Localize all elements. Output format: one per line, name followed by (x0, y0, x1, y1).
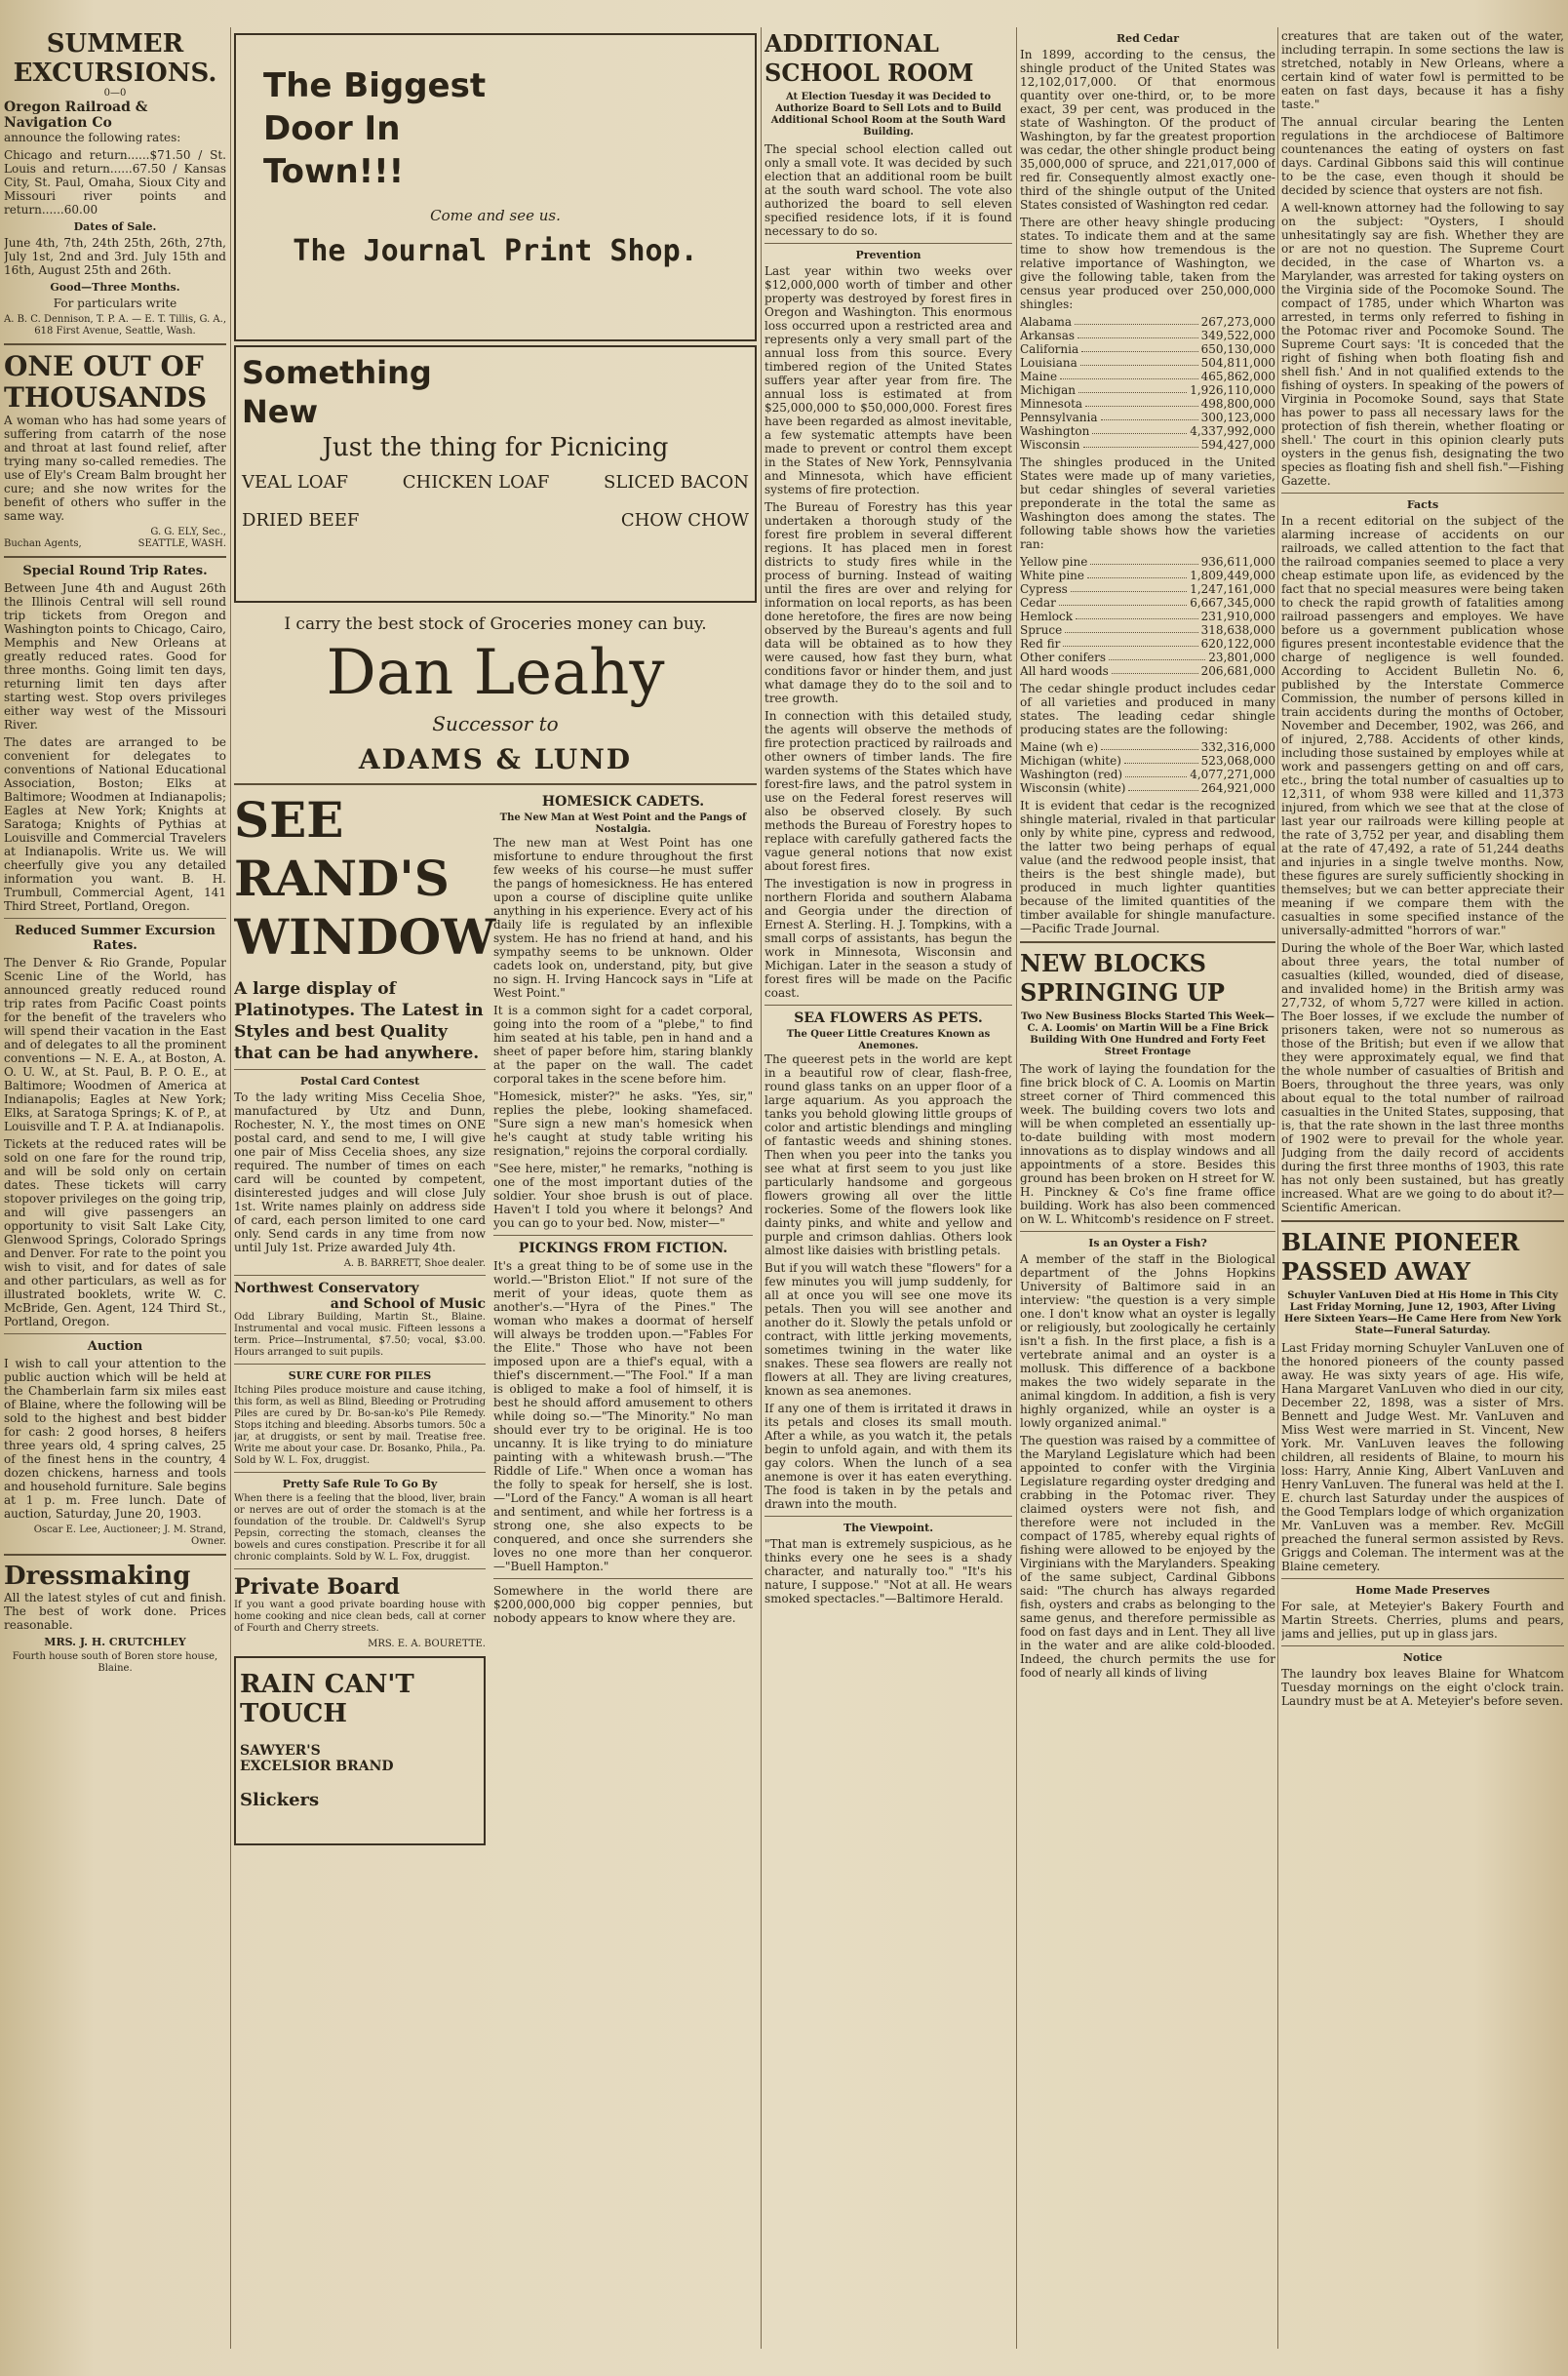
see-rands: SEE RAND'S WINDOW (234, 791, 496, 966)
leader-dots (1071, 582, 1187, 592)
table-cell-name: California (1020, 342, 1079, 356)
column-rule (1016, 27, 1017, 2349)
excursions-title: SUMMER EXCURSIONS. (13, 29, 217, 88)
homesick-text3: "Homesick, mister?" he asks. "Yes, sir," replies the plebe, looking shamefaced. "Sure sign a new man's homesick when he's caught at study table writing his resignation," rejoins the corporal cordially. (493, 1089, 753, 1158)
table-cell-value: 6,667,345,000 (1190, 596, 1275, 610)
conservatory-sub: and School of Music (330, 1296, 486, 1312)
sea-text3: If any one of them is irritated it draws in its petals and closes its small mouth. After a while, as you watch it, the petals begin to unfold again, and with them its gay colors. When the lunch of a sea anemone is over it has eaten everything. The food is taken in by the petals and drawn into the mouth. (764, 1402, 1012, 1511)
variety-table (1020, 555, 1275, 678)
table-cell-value: 300,123,000 (1200, 411, 1275, 424)
auction-title: Auction (87, 1339, 143, 1354)
good-three: Good—Three Months. (50, 281, 180, 294)
dress-text: All the latest styles of cut and finish. The best of work done. Prices reasonable. (4, 1591, 226, 1632)
piles-title: SURE CURE FOR PILES (288, 1369, 432, 1382)
table-row (1020, 740, 1275, 754)
column-rule (230, 27, 231, 2349)
cedar-title: Red Cedar (1116, 32, 1180, 45)
states-table (1020, 315, 1275, 452)
leader-dots (1081, 342, 1198, 352)
table-cell-name: Pennsylvania (1020, 411, 1098, 424)
table-cell-name: All hard woods (1020, 664, 1109, 678)
column-4 (1020, 29, 1275, 2347)
table-cell-value: 594,427,000 (1200, 438, 1275, 452)
sea-sub: The Queer Little Creatures Known as Anemones. (786, 1029, 991, 1051)
leader-dots (1085, 397, 1198, 407)
cedar-text: In 1899, according to the census, the shingle product of the United States was 12,102,017,000. Of that enormous quantity over one-third, or, to be more exact, 39 per cent, was produced in the state of Washington. Of the product of Washington, by far the greatest proportion was cedar, the other shingle product being 35,000,000 of spruce, and 221,017,000 of red fir. Consequently almost exactly one-third of the shingle output of the United States consisted of Washington red cedar. (1020, 48, 1275, 212)
postal-text: To the lady writing Miss Cecelia Shoe, manufactured by Utz and Dunn, Rochester, N. Y., the most times on ONE postal card, and send to me, I will give one pair of Miss Cecelia shoes, any size required. The number of times on each card will be counted by competent, disinterested judges and will close July 1st. Write names plainly on address side of card, each person limited to one card only. Send cards in any time from now until July 1st. Prize awarded July 4th. (234, 1090, 486, 1254)
prevention-text3: In connection with this detailed study, the agents will observe the methods of fire protection practiced by railroads and other owners of timber lands. The fire warden systems of the States which have forest-fire laws, and the patrol system in use on the Federal forest reserves will also be observed closely. By such methods the Bureau of Forestry hopes to replace with carefully gathered facts the vague general notions that now exist about forest fires. (764, 709, 1012, 873)
table-cell-name: Yellow pine (1020, 555, 1088, 569)
leader-dots (1060, 370, 1198, 379)
table-cell-name: Hemlock (1020, 610, 1073, 623)
table-row (1020, 664, 1275, 678)
oyster-title: Is an Oyster a Fish? (1088, 1237, 1207, 1249)
table-cell-value: 349,522,000 (1200, 329, 1275, 342)
viewpoint-title: The Viewpoint. (843, 1522, 934, 1534)
sea-title: SEA FLOWERS AS PETS. (794, 1010, 983, 1026)
table-cell-name: Michigan (white) (1020, 754, 1121, 768)
table-cell-name: Maine (wh e) (1020, 740, 1099, 754)
special-text2: The dates are arranged to be convenient for delegates to conventions of National Educational Association, Boston; Elks at Baltimore; Woodmen at Indianapolis; Eagles at New York; Knights at Saratoga; Knights of Pythias at Louisville and Commercial Travelers at Indianapolis. Write us. We will cheerfully give you any detailed information you want. B. H. Trumbull, Commercial Agent, 141 Third Street, Portland, Oregon. (4, 735, 226, 913)
homesick-sub: The New Man at West Point and the Pangs of Nostalgia. (499, 812, 747, 835)
facts-title: Facts (1406, 498, 1439, 511)
table-cell-value: 231,910,000 (1200, 610, 1275, 623)
reduced-text: The Denver & Rio Grande, Popular Scenic Line of the World, has announced greatly reduced round trip rates from Pacific Coast points for the benefit of the travelers who will spend their vacation in the East and of delegates to all the prominent conventions — N. E. A., at Boston, A. O. U. W., at St. Paul, B. P. O. E., at Baltimore; Woodmen of America at Indianapolis; Eagles at New York; Elks, at Saratoga Springs; K. of P., at Louisville and T. P. A. at Indianapolis. (4, 956, 226, 1133)
table-cell-value: 523,068,000 (1200, 754, 1275, 768)
dates-text: June 4th, 7th, 24th 25th, 26th, 27th, July 1st, 2nd and 3rd. July 15th and 16th, August 25th and 26th. (4, 236, 226, 277)
table-cell-name: Wisconsin (white) (1020, 781, 1126, 795)
leader-dots (1101, 411, 1198, 420)
table-row (1020, 383, 1275, 397)
table-row (1020, 768, 1275, 781)
facts-text: In a recent editorial on the subject of the alarming increase of accidents on our railroads, we called attention to the fact that the railroad companies seemed to place a very cheap estimate upon life, as evidenced by the fact that no special measures were being taken to check the rapid growth of fatalities among railroad passengers and employes. We have before us a government publication whose figures present incontestable evidence that the charge of negligence is well founded. According to Accident Bulletin No. 6, published by the Interstate Commerce Commission, the number of persons killed in train accidents during the months of October, November and December, 1902, was 266, and of injured, 2,788. Accidents of other kinds, including those sustained by employes while at work and passengers getting on and off cars, etc., bring the total number of casualties up to 12,311, of whom 938 were killed and 11,373 injured, from which we see that at the close of last year our railroads were killing people at the rate of 3,752 per year, and disabling them at the rate of 47,492, a rate of 51,244 deaths and injuries in a single twelve months. Now, these figures are surely sufficiently shocking in themselves; but we can better appreciate their meaning if we compare them with the casualties in some specified instance of the universally-admitted "horrors of war." (1281, 514, 1564, 937)
picnic-item-bacon: SLICED BACON (604, 472, 749, 493)
table-row (1020, 315, 1275, 329)
one-out-sig1: G. G. ELY, Sec., (150, 527, 226, 537)
leader-dots (1087, 569, 1187, 578)
table-cell-value: 332,316,000 (1200, 740, 1275, 754)
table-cell-value: 206,681,000 (1200, 664, 1275, 678)
table-cell-name: Alabama (1020, 315, 1073, 329)
leader-dots (1080, 356, 1198, 366)
private-sig: MRS. E. A. BOURETTE. (368, 1639, 486, 1649)
excursions-line1: Oregon Railroad & Navigation Co (4, 99, 148, 131)
table-row (1020, 329, 1275, 342)
preserves-title: Home Made Preserves (1355, 1584, 1490, 1597)
column-rule (761, 27, 762, 2349)
table-row (1020, 596, 1275, 610)
school-title: ADDITIONAL SCHOOL ROOM (764, 29, 974, 87)
leader-dots (1078, 383, 1187, 393)
homesick-title: HOMESICK CADETS. (541, 794, 705, 810)
one-out-text: A woman who has had some years of suffering from catarrh of the nose and throat at last found relief, after trying many so-called remedies. The use of Ely's Cream Balm brought her cure; and she now writes for the benefit of others who suffer in the same way. (4, 414, 226, 523)
table-row (1020, 424, 1275, 438)
table-cell-value: 4,077,271,000 (1190, 768, 1275, 781)
preserves-text: For sale, at Meteyier's Bakery Fourth and Martin Streets. Cherries, plums and pears, jams and jellies, put up in glass jars. (1281, 1600, 1564, 1641)
leader-dots (1083, 438, 1198, 448)
column-2 (234, 29, 757, 2347)
dress-addr: Fourth house south of Boren store house, Blaine. (12, 1651, 218, 1674)
table-cell-name: Louisiana (1020, 356, 1078, 370)
leader-dots (1109, 651, 1205, 660)
blaine-text: Last Friday morning Schuyler VanLuven one of the honored pioneers of the county passed away. He was sixty years of age. His wife, Hana Margaret VanLuven who died in our city, December 22, 1898, was a sister of Mrs. Bennett and Judge West. Mr. VanLuven and Miss West were married in St. Vincent, New York. Mr. VanLuven leaves the following children, all residents of Blaine, to mourn his loss: Harry, Annie King, Albert VanLuven and Henry VanLuven. The funeral was held at the I. E. church last Saturday under the auspices of the Good Templars lodge of which organization Mr. VanLuven was a member. Rev. McGill preached the funeral sermon assisted by Revs. Griggs and Coleman. The interment was at the Blaine cemetery. (1281, 1341, 1564, 1573)
special-title: Special Round Trip Rates. (22, 564, 208, 578)
table-row (1020, 582, 1275, 596)
raincoat-label: RAIN CAN'T TOUCH (240, 1669, 414, 1728)
table-cell-name: Arkansas (1020, 329, 1076, 342)
table-cell-name: Other conifers (1020, 651, 1106, 664)
blocks-title: NEW BLOCKS SPRINGING UP (1020, 949, 1225, 1007)
table-cell-name: White pine (1020, 569, 1084, 582)
slickers-label: Slickers (240, 1790, 320, 1811)
agents: A. B. C. Dennison, T. P. A. — E. T. Tillis, G. A., 618 First Avenue, Seattle, Wash. (4, 314, 226, 337)
table-cell-value: 1,809,449,000 (1190, 569, 1275, 582)
table-row (1020, 342, 1275, 356)
cedar-table (1020, 740, 1275, 795)
homesick-text2: It is a common sight for a cadet corporal, going into the room of a "plebe," to find him seated at his table, pen in hand and a sheet of paper before him, staring blankly at the paper on the wall. The cadet corporal takes in the scene before him. (493, 1004, 753, 1086)
sawyer-label: SAWYER'S EXCELSIOR BRAND (240, 1743, 394, 1775)
safe-rule-title: Pretty Safe Rule To Go By (282, 1478, 438, 1490)
oyster-text2: The question was raised by a committee of the Maryland Legislature which had been appointed to confer with the Virginia Legislature regarding oyster dredging and crabbing in the Potomac river. They claimed oysters were not fish, and therefore were not included in the compact of 1785, whereby equal rights of fishing were allowed to be enjoyed by the Virginians with the Marylanders. Speaking of the same subject, Cardinal Gibbons said: "The church has always regarded fish, oysters and crabs as belonging to the same genus, and therefore permissible as food on fast days and in Lent. They all live in the water and are alike cold-blooded. Indeed, the church permits the use for food of nearly all kinds of living (1020, 1434, 1275, 1680)
table-cell-name: Minnesota (1020, 397, 1083, 411)
leader-dots (1075, 315, 1198, 325)
table-row (1020, 438, 1275, 452)
postal-sig: A. B. BARRETT, Shoe dealer. (343, 1258, 486, 1269)
pickings-end: Somewhere in the world there are $200,000,000 big copper pennies, but nobody appears to know where they are. (493, 1584, 753, 1625)
table-cell-name: Cypress (1020, 582, 1068, 596)
blocks-sub: Two New Business Blocks Started This Week—C. A. Loomis' on Martin Will be a Fine Brick Building With One Hundred and Forty Feet Street Frontage (1020, 1011, 1274, 1057)
table-cell-name: Michigan (1020, 383, 1076, 397)
rands-text: A large display of Platinotypes. The Latest in Styles and best Quality that can be had anywhere. (234, 979, 484, 1063)
adams-lund: ADAMS & LUND (358, 743, 633, 775)
table-row (1020, 637, 1275, 651)
private-board: Private Board (234, 1574, 400, 1600)
oyster-text: A member of the staff in the Biological department of the Johns Hopkins University of Baltimore said in an interview: "the question is a very simple one. I don't know what an oyster is legally or religiously, but zoologically he certainly isn't a fish. In the first place, a fish is a vertebrate animal and an oyster is a mollusk. This difference of a backbone makes the two widely separate in the animal kingdom. In addition, a fish is very highly organized, while an oyster is a lowly organized animal." (1020, 1252, 1275, 1430)
table-row (1020, 781, 1275, 795)
excursions-rates: Chicago and return......$71.50 / St. Louis and return......67.50 / Kansas City, St. Paul, Omaha, Sioux City and Missouri river points and return......60.00 (4, 148, 226, 217)
postal-title: Postal Card Contest (299, 1075, 420, 1088)
column-1 (4, 29, 226, 2347)
column-3 (764, 29, 1012, 2347)
conservatory-text: Odd Library Building, Martin St., Blaine. Instrumental and vocal music. Fifteen lessons a term. Price—Instrumental, $7.50; vocal, $3.00. Hours arranged to suit pupils. (234, 1312, 486, 1358)
auction-text: I wish to call your attention to the public auction which will be held at the Chamberlain farm six miles east of Blaine, where the following will be sold to the highest and best bidder for cash: 2 good horses, 8 heifers three years old, 4 spring calves, 25 of the finest hens in the country, 4 dozen chickens, harness and tools and household furniture. Sale begins at 1 p. m. Free lunch. Date of auction, Saturday, June 20, 1903. (4, 1357, 226, 1521)
leader-dots (1124, 754, 1198, 764)
leader-dots (1128, 781, 1197, 791)
sawyer-slicker-ad (234, 1656, 486, 1845)
blocks-text: The work of laying the foundation for the fine brick block of C. A. Loomis on Martin street corner of Third commenced this week. The building covers two lots and will be when completed an essentially up-to-date building with most modern innovations as to display windows and all appointments of a store. Besides this ground has been broken on H street for W. H. Pinckney & Co's fine frame office building. Work has also been commenced on W. L. Whitcomb's residence on F street. (1020, 1062, 1275, 1226)
sea-text2: But if you will watch these "flowers" for a few minutes you will jump suddenly, for all at once you will see one move its petals. Then you will see another and another do it. Slowly the petals unfold or contract, with little jerking movements, sometimes twining in the water like snakes. These sea flowers are really not flowers at all. They are living creatures, known as sea anemones. (764, 1261, 1012, 1398)
cont-text3: A well-known attorney had the following to say on the subject: "Oysters, I should unhesitatingly say are fish. Whether they are or are not no question. The Supreme Court decided, in the case of Wharton vs. a Marylander, was arrested for taking oysters on the Virginia side of the Pocomoke Sound. The compact of 1785, under which Wharton was arrested, in terms only referred to fishing in the Potomac river and Pocomoke Sound. The Supreme Court says: 'It is conceded that the right of fishing when both floating fish and shell fish.' And in not qualified extends to the fishing of oysters. In speaking of the powers of Virginia in Pocomoke Sound, says that State has power to pass all necessary laws for the protection of fish therein, whether floating or shell.' The court in this opinion clearly puts oysters in the genus fish, designating the two species as floating fish and shell fish."—Fishing Gazette. (1281, 201, 1564, 488)
table-row (1020, 569, 1275, 582)
excursions-line2: announce the following rates: (4, 131, 181, 144)
table-row (1020, 651, 1275, 664)
piles-text: Itching Piles produce moisture and cause itching, this form, as well as Blind, Bleeding or Protruding Piles are cured by Dr. Bo-san-ko's Pile Remedy. Stops itching and bleeding. Absorbs tumors. 50c a jar, at druggists, or sent by mail. Treatise free. Write me about your case. Dr. Bosanko, Phila., Pa. Sold by W. L. Fox, druggist. (234, 1385, 486, 1466)
leader-dots (1059, 596, 1187, 606)
table-cell-name: Red fir (1020, 637, 1061, 651)
picnic-item-beef: DRIED BEEF (242, 510, 360, 531)
school-sub: At Election Tuesday it was Decided to Authorize Board to Sell Lots and to Build Additional School Room at the South Ward Building. (770, 92, 1006, 138)
prevention-text4: The investigation is now in progress in northern Florida and southern Alabama and Georgia under the direction of Ernest A. Sterling. H. J. Tompkins, with a small corps of assistants, has begun the work in Minnesota, Wisconsin and Michigan. Later in the season a study of forest fires will be made on the Pacific coast. (764, 877, 1012, 1000)
groceries: I carry the best stock of Groceries money can buy. (284, 614, 707, 634)
leader-dots (1112, 664, 1198, 674)
cedar-text5: It is evident that cedar is the recognized shingle material, rivaled in that particular only by white pine, cypress and redwood, the latter two being perhaps of equal value (and the redwood people insist, that theirs is the best shingle made), but produced in much lighter quantities because of the limited quantities of the timber available for shingle manufacture.—Pacific Trade Journal. (1020, 799, 1275, 935)
journal-ad (234, 33, 757, 341)
conservatory-title: Northwest Conservatory (234, 1281, 419, 1296)
dress-sig: MRS. J. H. CRUTCHLEY (44, 1636, 186, 1648)
leader-dots (1065, 623, 1197, 633)
come-see: Come and see us. (430, 207, 561, 224)
dates-label: Dates of Sale. (73, 220, 157, 233)
picnic-item-veal: VEAL LOAF (242, 472, 349, 493)
reduced-text2: Tickets at the reduced rates will be sold on one fare for the round trip, and will be sold only on certain dates. These tickets will carry stopover privileges on the going trip, and will give passengers an opportunity to visit Salt Lake City, Glenwood Springs, Colorado Springs and Denver. For rate to the point you wish to visit, and for dates of sale and other particulars, as well as for illustrated booklets, write W. C. McBride, Gen. Agent, 124 Third St., Portland, Oregon. (4, 1137, 226, 1328)
school-text: The special school election called out only a small vote. It was decided by such election that an additional room be built at the south ward school. The vote also authorized the board to sell eleven specified residence lots, if it is found necessary to do so. (764, 142, 1012, 238)
one-out-sig2: Buchan Agents, (4, 538, 82, 549)
prevention-text2: The Bureau of Forestry has this year undertaken a thorough study of the forest fire problem in several different regions. It has placed men in forest districts to study fires while in the process of burning. Instead of waiting until the fires are over and relying for information on local reports, as has been done heretofore, the fires are now being observed by the Bureau's agents and full data will be obtained as to how they were caused, how fast they burn, what conditions favor or hinder them, and just what damage they do to the soil and to tree growth. (764, 500, 1012, 705)
special-text: Between June 4th and August 26th the Illinois Central will sell round trip tickets from Oregon and Washington points to Chicago, Cairo, Memphis and New Orleans at greatly reduced rates. Good for three months. Going limit ten days, returning limit ten days after starting west. Stop overs privileges either way west of the Missouri River. (4, 581, 226, 732)
cedar-text3: The shingles produced in the United States were made up of many varieties, but cedar shingles of several varieties preponderate in the total the same as Washington does among the states. The following table shows how the varieties ran: (1020, 455, 1275, 551)
leader-dots (1078, 329, 1198, 338)
successor: Successor to (432, 712, 559, 735)
facts-text2: During the whole of the Boer War, which lasted about three years, the total number of casualties (killed, wounded, died of disease, and invalided home) in the British army was 27,732, of whom 5,727 were killed in action. The Boer losses, if we exclude the number of prisoners taken, were not so numerous as those of the British; but even if we allow that they were approximately equal, we find that the whole number of casualties of British and Boers, throughout the three years, was only about equal to the total number of railroad casualties in the United States, supposing, that is, that the rate shown in the last three months of 1902 were to prevail for the whole year. Judging from the daily record of accidents during the first three months of 1903, this rate has not only been sustained, but has greatly increased. What are we going to do about it?—Scientific American. (1281, 941, 1564, 1214)
something-new: Something New (242, 354, 432, 430)
pickings-title: PICKINGS FROM FICTION. (518, 1241, 728, 1256)
biggest-door: The Biggest Door In Town!!! (263, 66, 487, 191)
table-cell-value: 465,862,000 (1200, 370, 1275, 383)
homesick-text: The new man at West Point has one misfortune to endure throughout the first few weeks of his course—he must suffer the pangs of homesickness. He has entered upon a course of discipline quite unlike anything in his experience. Every act of his daily life is regulated by an inflexible system. He has no friend at hand, and his sympathy seems to be unknown. Older cadets look on, understand, pity, but give no sign. H. Irving Hancock says in "Life at West Point." (493, 836, 753, 1000)
private-text: If you want a good private boarding house with home cooking and nice clean beds, call at corner of Fourth and Cherry streets. (234, 1600, 486, 1634)
one-out-title: ONE OUT OF THOUSANDS (4, 350, 208, 414)
picnic-head: Just the thing for Picnicing (322, 433, 669, 462)
table-row (1020, 370, 1275, 383)
leader-dots (1063, 637, 1197, 647)
table-cell-value: 23,801,000 (1208, 651, 1275, 664)
table-cell-name: Washington (red) (1020, 768, 1123, 781)
table-row (1020, 623, 1275, 637)
column-rule (1277, 27, 1278, 2349)
table-cell-value: 620,122,000 (1200, 637, 1275, 651)
one-out-sig3: SEATTLE, WASH. (137, 538, 226, 549)
cedar-text2: There are other heavy shingle producing states. To indicate them and at the same time to show how tremendous is the relative importance of Washington, we give the following table, taken from the census year produced over 250,000,000 shingles: (1020, 216, 1275, 311)
prevention-title: Prevention (855, 249, 921, 261)
picnic-ad (234, 345, 757, 603)
leader-dots (1076, 610, 1198, 619)
table-cell-name: Washington (1020, 424, 1090, 438)
table-row (1020, 356, 1275, 370)
leader-dots (1101, 740, 1197, 750)
table-cell-value: 318,638,000 (1200, 623, 1275, 637)
picnic-item-chow: CHOW CHOW (620, 510, 749, 531)
blaine-title: BLAINE PIONEER PASSED AWAY (1281, 1228, 1520, 1286)
table-cell-name: Spruce (1020, 623, 1063, 637)
leader-dots (1125, 768, 1187, 777)
homesick-text4: "See here, mister," he remarks, "nothing is one of the most important duties of the soldier. Your shoe brush is out of place. Haven't I told you where it belongs? And you can go to your bed. Now, mister—" (493, 1162, 753, 1230)
viewpoint-text: "That man is extremely suspicious, as he thinks every one he sees is a shady character, and naturally too." "It's his nature, I suppose." "Not at all. He wears smoked spectacles."—Baltimore Herald. (764, 1537, 1012, 1605)
column-5 (1281, 29, 1564, 2347)
blaine-sub: Schuyler VanLuven Died at His Home in This City Last Friday Morning, June 12, 1903, After Living Here Sixteen Years—He Came Here from New York State—Funeral Saturday. (1283, 1290, 1562, 1336)
particulars: For particulars write (53, 297, 177, 310)
table-cell-value: 504,811,000 (1200, 356, 1275, 370)
table-cell-value: 4,337,992,000 (1190, 424, 1275, 438)
table-cell-value: 650,130,000 (1200, 342, 1275, 356)
table-row (1020, 754, 1275, 768)
reduced-title: Reduced Summer Excursion Rates. (15, 924, 216, 953)
pickings-text: It's a great thing to be of some use in the world.—"Briston Eliot." If not sure of the merit of your ideas, quote them as another's.—"Hyra of the Pines." The woman who makes a doormat of herself will always be trodden upon.—"Fables For the Elite." Those who have not been imposed upon are a thief's equal, with a thief's discernment.—"The Fool." If a man is obliged to make a fool of himself, it is best he should afford amusement to others while doing so.—"The Minority." No man should ever try to be original. He is too uncanny. It is like trying to do miniature painting with a whitewash brush.—"The Riddle of Life." When once a woman has the folly to speak for herself, she is lost.—"Lord of the Fancy." A woman is all heart and sentiment, and while her fortress is a strong one, she also expects to be conquered, and once she surrenders she loves no one more than her conqueror.—"Buell Hampton." (493, 1259, 753, 1573)
leader-dots (1092, 424, 1187, 434)
table-cell-name: Cedar (1020, 596, 1056, 610)
table-cell-value: 498,800,000 (1200, 397, 1275, 411)
journal-shop: The Journal Print Shop. (293, 234, 698, 268)
cedar-text4: The cedar shingle product includes cedar of all varieties and produced in many states. The leading cedar shingle producing states are the following: (1020, 682, 1275, 736)
prevention-text: Last year within two weeks over $12,000,000 worth of timber and other property was destroyed by forest fires in Oregon and Washington. This enormous loss occurred upon a restricted area and represents only a very small part of the annual loss from this source. Every timbered region of the United States suffers year after year from fire. The annual loss is estimated at from $25,000,000 to $50,000,000. Forest fires have been regarded as almost inevitable, a few systematic attempts have been made to prevent or control them except in the States of New York, Pennsylvania and Minnesota, which have efficient systems of fire protection. (764, 264, 1012, 496)
dan-leahy: Dan Leahy (326, 637, 665, 709)
safe-rule-text: When there is a feeling that the blood, liver, brain or nerves are out of order the stomach is at the foundation of the trouble. Dr. Caldwell's Syrup Pepsin, correcting the stomach, cleanses the bowels and cures constipation. Prescribe it for all chronic complaints. Sold by W. L. Fox, druggist. (234, 1493, 486, 1563)
notice-title: Notice (1402, 1651, 1443, 1664)
picnic-item-chicken: CHICKEN LOAF (402, 472, 550, 493)
table-cell-value: 1,247,161,000 (1190, 582, 1275, 596)
notice-text: The laundry box leaves Blaine for Whatcom Tuesday mornings on the eight o'clock train. Laundry must be at A. Meteyier's before seven. (1281, 1667, 1564, 1708)
excursions-sep: 0—0 (103, 88, 127, 99)
cont-text: creatures that are taken out of the water, including terrapin. In some sections the law is stretched, notably in New Orleans, where a certain kind of water fowl is permitted to be eaten on fast days, because it has a fishy taste." (1281, 29, 1564, 111)
table-cell-name: Maine (1020, 370, 1058, 383)
sea-text: The queerest pets in the world are kept in a beautiful row of clear, flash-free, round glass tanks on an upper floor of a large aquarium. As you approach the tanks you behold glowing little groups of color and artistic blendings and mingling of fantastic weeds and shining stones. Then when you peer into the tanks you see what at first seem to you just like particularly handsome and gorgeous flowers growing all over the little rockeries. Some of the flowers look like dainty pinks, and white and yellow and purple and crimson dahlias. Others look almost like daisies with bristling petals. (764, 1052, 1012, 1257)
dress-title: Dressmaking (4, 1562, 191, 1591)
table-row (1020, 610, 1275, 623)
table-cell-value: 267,273,000 (1200, 315, 1275, 329)
leader-dots (1090, 555, 1197, 565)
table-row (1020, 555, 1275, 569)
table-cell-value: 1,926,110,000 (1190, 383, 1275, 397)
table-cell-value: 264,921,000 (1200, 781, 1275, 795)
table-cell-value: 936,611,000 (1200, 555, 1275, 569)
table-cell-name: Wisconsin (1020, 438, 1080, 452)
table-row (1020, 411, 1275, 424)
cont-text2: The annual circular bearing the Lenten regulations in the archdiocese of Baltimore countenances the eating of oysters on fast days. Cardinal Gibbons said this will continue to be the case, even though it should be decided by science that oysters are not fish. (1281, 115, 1564, 197)
table-row (1020, 397, 1275, 411)
auction-sig: Oscar E. Lee, Auctioneer; J. M. Strand, Owner. (33, 1525, 226, 1547)
